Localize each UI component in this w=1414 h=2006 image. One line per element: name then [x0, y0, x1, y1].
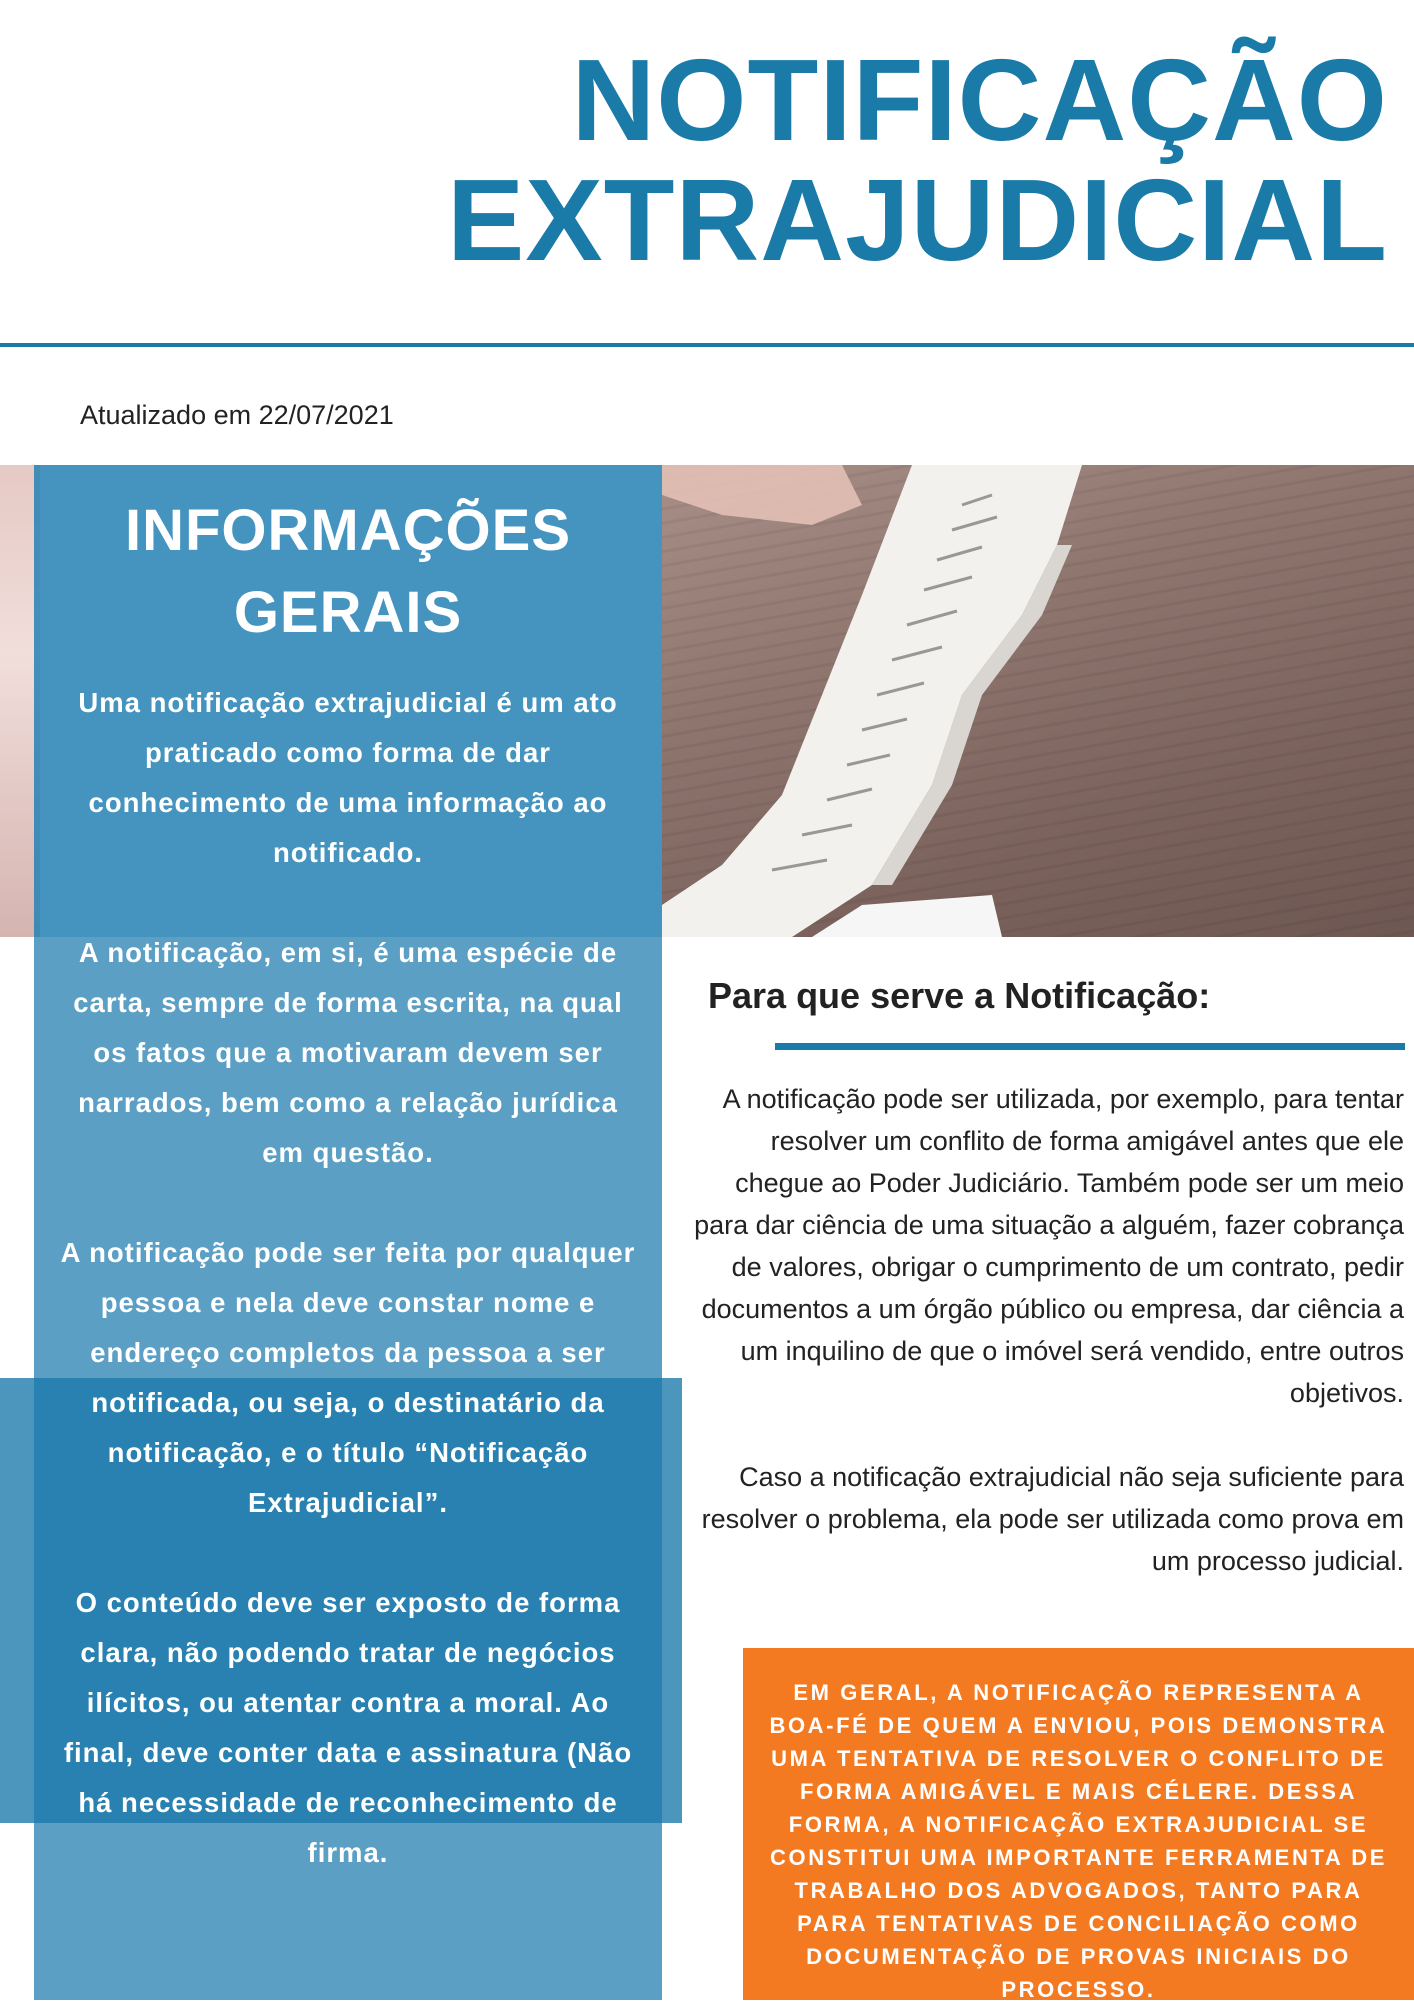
- general-info-paragraph-2: A notificação, em si, é uma espécie de carta, sempre de forma escrita, na qual os fatos que a motivaram devem ser narrados, bem como a relação jurídica em questão.: [73, 937, 623, 1168]
- general-info-paragraph-1: Uma notificação extrajudicial é um ato praticado como forma de dar conhecimento de uma informação ao notificado.: [78, 687, 618, 868]
- general-info-title: [34, 490, 662, 654]
- general-info-paragraph-4: O conteúdo deve ser exposto de forma clara, não podendo tratar de negócios ilícitos, ou atentar contra a moral. Ao final, deve conter data e assinatura (Não há necessidade de reconhecimento de firma.: [63, 1587, 633, 1868]
- updated-date: Atualizado em 22/07/2021: [80, 400, 394, 430]
- purpose-title: Para que serve a Notificação:: [708, 975, 1211, 1016]
- page-title-line-1: NOTIFICAÇÃO: [571, 35, 1388, 165]
- highlight-text: EM GERAL, A NOTIFICAÇÃO REPRESENTA A BOA-FÉ DE QUEM A ENVIOU, POIS DEMONSTRA UMA TENTATIVA DE RESOLVER O CONFLITO DE FORMA AMIGÁVEL E MAIS CÉLERE. DESSA FORMA, A NOTIFICAÇÃO EXTRAJUDICIAL SE CONSTITUI UMA IMPORTANTE FERRAMENTA DE TRABALHO DOS ADVOGADOS, TANTO PARA PARA TENTATIVAS DE CONCILIAÇÃO COMO DOCUMENTAÇÃO DE PROVAS INICIAIS DO PROCESSO.: [769, 1680, 1388, 2002]
- purpose-divider: [775, 1043, 1405, 1050]
- purpose-paragraph-1: A notificação pode ser utilizada, por exemplo, para tentar resolver um conflito de forma amigável antes que ele chegue ao Poder Judiciário. Também pode ser um meio para dar ciência de uma situação a alguém, fazer cobrança de valores, obrigar o cumprimento de um contrato, pedir documentos a um órgão público ou empresa, dar ciência a um inquilino de que o imóvel será vendido, entre outros objetivos.: [694, 1084, 1404, 1408]
- purpose-paragraph-2: Caso a notificação extrajudicial não seja suficiente para resolver o problema, ela pode ser utilizada como prova em um processo judicial.: [701, 1462, 1404, 1576]
- page-title: [88, 35, 1388, 285]
- page-title-line-2: EXTRAJUDICIAL: [446, 155, 1388, 285]
- general-info-title-line-2: GERAIS: [233, 580, 463, 645]
- general-info-title-line-1: INFORMAÇÕES: [125, 498, 571, 563]
- general-info-paragraph-3: A notificação pode ser feita por qualquer pessoa e nela deve constar nome e endereço completos da pessoa a ser notificada, ou seja, o destinatário da notificação, e o título “Notificação Extrajudicial”.: [60, 1237, 636, 1518]
- header-divider: [0, 343, 1414, 347]
- general-info-section: [34, 490, 662, 1878]
- document-photo: [662, 465, 1414, 937]
- folded-paper-illustration: [662, 465, 1414, 937]
- highlight-box: [743, 1648, 1414, 2000]
- purpose-section: [690, 1078, 1404, 1582]
